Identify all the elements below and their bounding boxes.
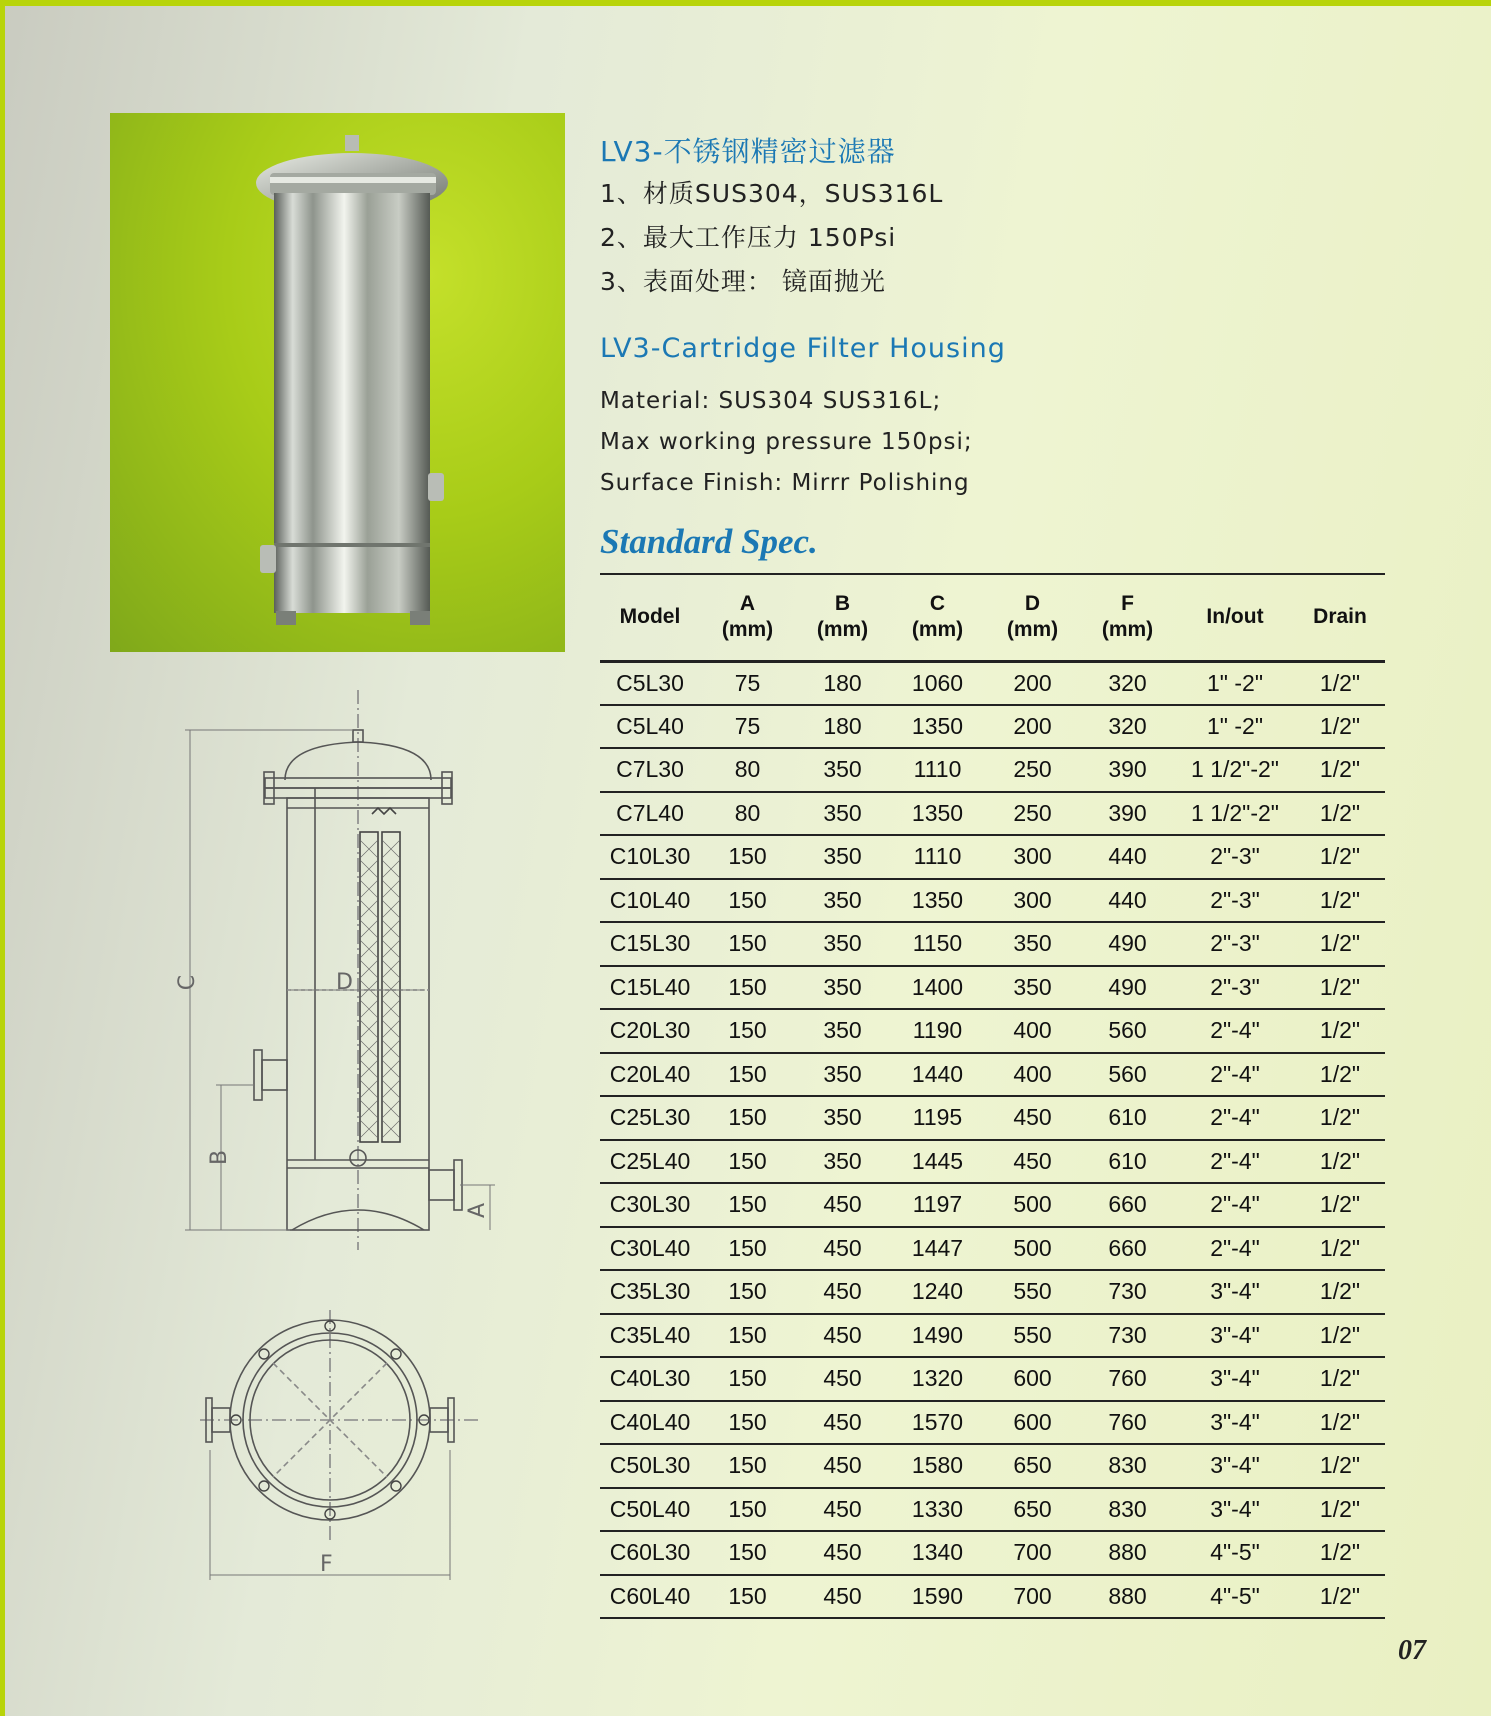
table-cell: 450 bbox=[795, 1488, 890, 1532]
table-cell: 1/2" bbox=[1295, 1314, 1385, 1358]
table-row bbox=[600, 705, 1385, 749]
table-cell: 660 bbox=[1080, 1227, 1175, 1271]
table-cell: 1240 bbox=[890, 1270, 985, 1314]
table-cell: 350 bbox=[795, 879, 890, 923]
table-cell: 350 bbox=[795, 1009, 890, 1053]
table-cell: 1/2" bbox=[1295, 1096, 1385, 1140]
table-cell: 450 bbox=[795, 1531, 890, 1575]
table-cell: 150 bbox=[700, 1096, 795, 1140]
table-cell: 350 bbox=[795, 966, 890, 1010]
table-cell: 390 bbox=[1080, 748, 1175, 792]
table-cell: 1/2" bbox=[1295, 835, 1385, 879]
table-cell: C50L40 bbox=[600, 1488, 700, 1532]
dim-label-a: A bbox=[465, 1202, 491, 1219]
table-cell: 150 bbox=[700, 1488, 795, 1532]
table-cell: 1/2" bbox=[1295, 748, 1385, 792]
table-cell: 390 bbox=[1080, 792, 1175, 836]
feature-cn-2: 2、最大工作压力 150Psi bbox=[600, 223, 897, 252]
table-cell: 1/2" bbox=[1295, 922, 1385, 966]
table-cell: 1150 bbox=[890, 922, 985, 966]
table-cell: 700 bbox=[985, 1575, 1080, 1619]
table-cell: 350 bbox=[795, 1053, 890, 1097]
table-cell: 730 bbox=[1080, 1270, 1175, 1314]
table-cell: 760 bbox=[1080, 1401, 1175, 1445]
table-cell: 3"-4" bbox=[1175, 1444, 1295, 1488]
table-cell: 1110 bbox=[890, 835, 985, 879]
table-cell: 1/2" bbox=[1295, 705, 1385, 749]
table-cell: 1447 bbox=[890, 1227, 985, 1271]
table-cell: 1445 bbox=[890, 1140, 985, 1184]
table-cell: 3"-4" bbox=[1175, 1401, 1295, 1445]
table-cell: 250 bbox=[985, 792, 1080, 836]
table-cell: 150 bbox=[700, 1140, 795, 1184]
table-cell: 4"-5" bbox=[1175, 1531, 1295, 1575]
table-cell: C10L30 bbox=[600, 835, 700, 879]
table-cell: 1/2" bbox=[1295, 1053, 1385, 1097]
table-cell: 350 bbox=[795, 1140, 890, 1184]
header-a: A (mm) bbox=[700, 574, 795, 661]
table-cell: 450 bbox=[795, 1270, 890, 1314]
table-cell: C15L30 bbox=[600, 922, 700, 966]
table-cell: 1330 bbox=[890, 1488, 985, 1532]
table-cell: 490 bbox=[1080, 922, 1175, 966]
table-cell: 1490 bbox=[890, 1314, 985, 1358]
table-cell: 1190 bbox=[890, 1009, 985, 1053]
table-cell: C40L40 bbox=[600, 1401, 700, 1445]
table-row bbox=[600, 922, 1385, 966]
table-row bbox=[600, 748, 1385, 792]
table-cell: 610 bbox=[1080, 1140, 1175, 1184]
table-cell: 1/2" bbox=[1295, 1183, 1385, 1227]
table-cell: 1350 bbox=[890, 705, 985, 749]
table-cell: 1 1/2"-2" bbox=[1175, 792, 1295, 836]
table-cell: 1400 bbox=[890, 966, 985, 1010]
table-row bbox=[600, 1053, 1385, 1097]
table-cell: 650 bbox=[985, 1444, 1080, 1488]
table-cell: 320 bbox=[1080, 661, 1175, 705]
table-cell: 490 bbox=[1080, 966, 1175, 1010]
table-cell: 1 1/2"-2" bbox=[1175, 748, 1295, 792]
table-cell: C35L40 bbox=[600, 1314, 700, 1358]
table-cell: 1" -2" bbox=[1175, 705, 1295, 749]
table-cell: 880 bbox=[1080, 1575, 1175, 1619]
table-cell: 600 bbox=[985, 1357, 1080, 1401]
table-cell: 4"-5" bbox=[1175, 1575, 1295, 1619]
header-inout: In/out bbox=[1175, 574, 1295, 661]
table-header-row bbox=[600, 574, 1385, 661]
table-cell: 500 bbox=[985, 1183, 1080, 1227]
table-cell: 150 bbox=[700, 1531, 795, 1575]
table-cell: 3"-4" bbox=[1175, 1314, 1295, 1358]
table-cell: C35L30 bbox=[600, 1270, 700, 1314]
top-accent-bar bbox=[0, 0, 1491, 6]
header-model: Model bbox=[600, 574, 700, 661]
table-cell: 450 bbox=[795, 1357, 890, 1401]
table-cell: 730 bbox=[1080, 1314, 1175, 1358]
table-cell: 2"-4" bbox=[1175, 1140, 1295, 1184]
table-cell: 610 bbox=[1080, 1096, 1175, 1140]
feature-cn-3: 3、表面处理： 镜面抛光 bbox=[600, 267, 886, 296]
table-cell: 1340 bbox=[890, 1531, 985, 1575]
feature-en-1: Material: SUS304 SUS316L; bbox=[600, 388, 942, 414]
table-cell: 1/2" bbox=[1295, 1357, 1385, 1401]
table-cell: 350 bbox=[985, 966, 1080, 1010]
table-cell: 400 bbox=[985, 1009, 1080, 1053]
table-cell: 1350 bbox=[890, 879, 985, 923]
table-cell: C20L30 bbox=[600, 1009, 700, 1053]
feature-en-3: Surface Finish: Mirrr Polishing bbox=[600, 470, 970, 496]
table-cell: 1/2" bbox=[1295, 1575, 1385, 1619]
table-cell: 1350 bbox=[890, 792, 985, 836]
table-cell: C10L40 bbox=[600, 879, 700, 923]
table-row bbox=[600, 1314, 1385, 1358]
table-cell: C25L30 bbox=[600, 1096, 700, 1140]
feature-en-2: Max working pressure 150psi; bbox=[600, 429, 973, 455]
table-cell: 830 bbox=[1080, 1444, 1175, 1488]
table-cell: 350 bbox=[795, 792, 890, 836]
table-cell: 450 bbox=[795, 1227, 890, 1271]
table-cell: 80 bbox=[700, 792, 795, 836]
table-cell: 1/2" bbox=[1295, 1488, 1385, 1532]
table-cell: 180 bbox=[795, 661, 890, 705]
table-row bbox=[600, 1575, 1385, 1619]
dim-label-b: B bbox=[207, 1149, 233, 1166]
table-cell: 180 bbox=[795, 705, 890, 749]
table-row bbox=[600, 1488, 1385, 1532]
table-cell: 150 bbox=[700, 966, 795, 1010]
table-row bbox=[600, 1531, 1385, 1575]
table-cell: 1195 bbox=[890, 1096, 985, 1140]
table-cell: 1440 bbox=[890, 1053, 985, 1097]
table-cell: C50L30 bbox=[600, 1444, 700, 1488]
table-cell: 3"-4" bbox=[1175, 1270, 1295, 1314]
header-d: D (mm) bbox=[985, 574, 1080, 661]
table-cell: 660 bbox=[1080, 1183, 1175, 1227]
table-cell: C7L40 bbox=[600, 792, 700, 836]
table-cell: 1580 bbox=[890, 1444, 985, 1488]
dim-label-c: C bbox=[175, 974, 201, 991]
chinese-description bbox=[600, 130, 1400, 306]
table-row bbox=[600, 1270, 1385, 1314]
table-cell: 560 bbox=[1080, 1009, 1175, 1053]
table-cell: 2"-3" bbox=[1175, 966, 1295, 1010]
table-cell: 650 bbox=[985, 1488, 1080, 1532]
table-cell: 350 bbox=[795, 1096, 890, 1140]
table-cell: 450 bbox=[985, 1140, 1080, 1184]
table-cell: 1/2" bbox=[1295, 1140, 1385, 1184]
table-cell: 200 bbox=[985, 661, 1080, 705]
table-cell: C5L40 bbox=[600, 705, 700, 749]
table-cell: C60L30 bbox=[600, 1531, 700, 1575]
table-cell: 150 bbox=[700, 1575, 795, 1619]
table-cell: C60L40 bbox=[600, 1575, 700, 1619]
table-cell: 1/2" bbox=[1295, 879, 1385, 923]
top-view-drawing bbox=[200, 1310, 480, 1595]
table-row bbox=[600, 966, 1385, 1010]
table-cell: 1/2" bbox=[1295, 1009, 1385, 1053]
table-cell: 350 bbox=[795, 835, 890, 879]
table-cell: 150 bbox=[700, 1053, 795, 1097]
table-cell: 150 bbox=[700, 922, 795, 966]
table-cell: C7L30 bbox=[600, 748, 700, 792]
table-cell: 450 bbox=[795, 1314, 890, 1358]
table-cell: 550 bbox=[985, 1314, 1080, 1358]
table-cell: 150 bbox=[700, 1227, 795, 1271]
table-cell: 760 bbox=[1080, 1357, 1175, 1401]
table-cell: 150 bbox=[700, 1401, 795, 1445]
table-cell: 150 bbox=[700, 1314, 795, 1358]
header-b: B (mm) bbox=[795, 574, 890, 661]
table-cell: 150 bbox=[700, 879, 795, 923]
dim-label-f: F bbox=[320, 1552, 333, 1577]
table-cell: C5L30 bbox=[600, 661, 700, 705]
table-cell: 1590 bbox=[890, 1575, 985, 1619]
table-cell: 1197 bbox=[890, 1183, 985, 1227]
table-cell: 1110 bbox=[890, 748, 985, 792]
table-cell: 440 bbox=[1080, 835, 1175, 879]
table-cell: 880 bbox=[1080, 1531, 1175, 1575]
dim-label-d: D bbox=[336, 970, 353, 995]
table-cell: 450 bbox=[795, 1575, 890, 1619]
table-cell: 3"-4" bbox=[1175, 1357, 1295, 1401]
table-cell: 250 bbox=[985, 748, 1080, 792]
table-cell: 700 bbox=[985, 1531, 1080, 1575]
table-cell: C40L30 bbox=[600, 1357, 700, 1401]
table-cell: 1" -2" bbox=[1175, 661, 1295, 705]
spec-title: Standard Spec. bbox=[600, 522, 818, 561]
table-cell: 1320 bbox=[890, 1357, 985, 1401]
table-cell: 2"-3" bbox=[1175, 879, 1295, 923]
table-cell: 1060 bbox=[890, 661, 985, 705]
table-cell: 500 bbox=[985, 1227, 1080, 1271]
table-cell: 2"-4" bbox=[1175, 1096, 1295, 1140]
table-cell: 2"-3" bbox=[1175, 835, 1295, 879]
table-cell: C30L40 bbox=[600, 1227, 700, 1271]
spec-table bbox=[600, 573, 1385, 1619]
table-cell: 450 bbox=[985, 1096, 1080, 1140]
table-row bbox=[600, 1357, 1385, 1401]
table-cell: 300 bbox=[985, 835, 1080, 879]
header-c: C (mm) bbox=[890, 574, 985, 661]
table-cell: 560 bbox=[1080, 1053, 1175, 1097]
header-f: F (mm) bbox=[1080, 574, 1175, 661]
table-cell: 450 bbox=[795, 1183, 890, 1227]
table-cell: 80 bbox=[700, 748, 795, 792]
page-number: 07 bbox=[1398, 1635, 1426, 1666]
english-heading: LV3-Cartridge Filter Housing bbox=[600, 333, 1006, 364]
table-cell: 1570 bbox=[890, 1401, 985, 1445]
table-cell: 600 bbox=[985, 1401, 1080, 1445]
table-cell: 350 bbox=[795, 748, 890, 792]
table-row bbox=[600, 1096, 1385, 1140]
table-cell: 830 bbox=[1080, 1488, 1175, 1532]
table-cell: 440 bbox=[1080, 879, 1175, 923]
table-row bbox=[600, 792, 1385, 836]
table-cell: 150 bbox=[700, 1183, 795, 1227]
table-cell: 75 bbox=[700, 661, 795, 705]
table-row bbox=[600, 1009, 1385, 1053]
table-cell: C30L30 bbox=[600, 1183, 700, 1227]
table-row bbox=[600, 1183, 1385, 1227]
table-cell: 150 bbox=[700, 835, 795, 879]
table-cell: 550 bbox=[985, 1270, 1080, 1314]
table-cell: 400 bbox=[985, 1053, 1080, 1097]
table-cell: 2"-3" bbox=[1175, 922, 1295, 966]
feature-cn-1: 1、材质SUS304，SUS316L bbox=[600, 179, 944, 208]
table-cell: 1/2" bbox=[1295, 1227, 1385, 1271]
header-drain: Drain bbox=[1295, 574, 1385, 661]
table-cell: 1/2" bbox=[1295, 661, 1385, 705]
table-row bbox=[600, 1227, 1385, 1271]
table-row bbox=[600, 1401, 1385, 1445]
table-row bbox=[600, 1140, 1385, 1184]
left-accent-bar bbox=[0, 0, 5, 1716]
table-cell: C20L40 bbox=[600, 1053, 700, 1097]
table-row bbox=[600, 1444, 1385, 1488]
table-cell: C25L40 bbox=[600, 1140, 700, 1184]
chinese-heading: LV3-不锈钢精密过滤器 bbox=[600, 135, 896, 168]
table-cell: 320 bbox=[1080, 705, 1175, 749]
table-row bbox=[600, 661, 1385, 705]
table-cell: 3"-4" bbox=[1175, 1488, 1295, 1532]
table-cell: 1/2" bbox=[1295, 1401, 1385, 1445]
table-cell: 350 bbox=[985, 922, 1080, 966]
table-cell: 1/2" bbox=[1295, 966, 1385, 1010]
table-cell: C15L40 bbox=[600, 966, 700, 1010]
table-row bbox=[600, 879, 1385, 923]
table-cell: 300 bbox=[985, 879, 1080, 923]
product-photo bbox=[110, 113, 565, 652]
table-cell: 1/2" bbox=[1295, 1531, 1385, 1575]
table-cell: 150 bbox=[700, 1357, 795, 1401]
table-cell: 2"-4" bbox=[1175, 1053, 1295, 1097]
table-row bbox=[600, 835, 1385, 879]
table-cell: 1/2" bbox=[1295, 1270, 1385, 1314]
table-cell: 75 bbox=[700, 705, 795, 749]
table-cell: 350 bbox=[795, 922, 890, 966]
table-cell: 150 bbox=[700, 1009, 795, 1053]
table-cell: 150 bbox=[700, 1444, 795, 1488]
table-cell: 1/2" bbox=[1295, 792, 1385, 836]
table-cell: 150 bbox=[700, 1270, 795, 1314]
table-cell: 450 bbox=[795, 1401, 890, 1445]
table-cell: 450 bbox=[795, 1444, 890, 1488]
table-cell: 1/2" bbox=[1295, 1444, 1385, 1488]
english-description bbox=[600, 388, 973, 511]
table-cell: 2"-4" bbox=[1175, 1227, 1295, 1271]
table-cell: 2"-4" bbox=[1175, 1009, 1295, 1053]
table-cell: 200 bbox=[985, 705, 1080, 749]
table-cell: 2"-4" bbox=[1175, 1183, 1295, 1227]
